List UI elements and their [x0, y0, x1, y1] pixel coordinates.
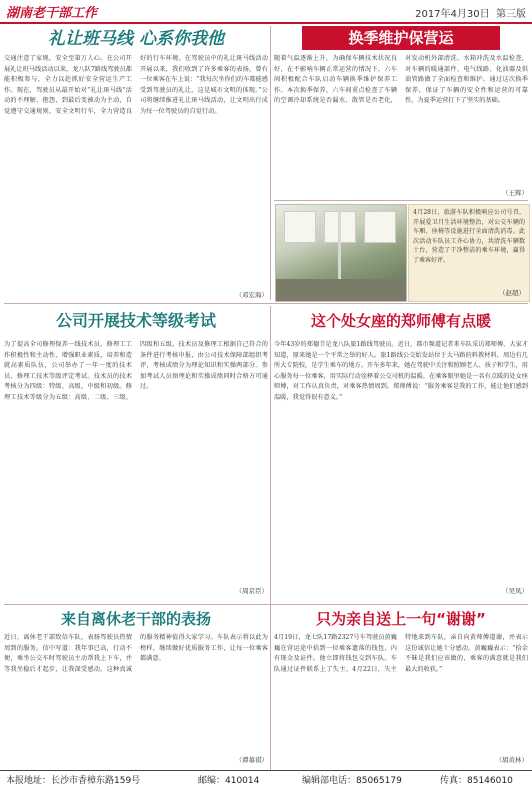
- column-divider: [270, 26, 271, 300]
- article-title: 礼让班马线 心系你我他: [48, 29, 224, 49]
- issue-date-page: [415, 5, 526, 20]
- article-body: 4月19日，龙七队17路2327号车驾驶员黄巍巍在营运途中拾到一位乘客遗落的钱包，内有现金及证件。他立即将钱包交到车队。车队通过证件联系上了失主。4月22日，失主特地来到车队，亲自向黄师傅道谢，并表示这份诚信让她十分感动。黄巍巍表示：“拾金不昧是我们应该做的，乘客的满意就是我们最大的收获。”: [274, 634, 528, 673]
- footer-phone: 编辑部电话：85065179: [302, 776, 402, 786]
- article-title: 公司开展技术等级考试: [55, 311, 216, 330]
- article-body: 为了提高全司修理保养一线技术员、修理工工作积极性和主动性，增强职业素质，培养和造就高素质队伍，公司举办了一年一度的技术员、修理工技术等级评定考试。技术员的技术考核分为四级：特级、高级、中级和初级。修理工技术等级分为五级：高级、二级、三级、四级和五级。技术员及修理工根据自己符合的条件进行考核申报，由公司技术保障部组织考评，考核成绩分为理论知识和实操两部分。参加考试人员须理论和实操成绩同时合格方可通过。: [4, 341, 268, 401]
- article-title: 来自离休老干部的表扬: [60, 610, 211, 628]
- photo-author: （赵超）: [499, 289, 525, 297]
- header-rule: [0, 22, 532, 24]
- article-body: 随着气温逐渐上升，为确保车辆技术状况良好，在不影响车辆正常运营的情况下，六车间积极配合车队启动车辆换季维护保养工作。本次换季保养，六车间重点检查了车辆的空调冷却系统是否漏水、散管是否老化，对发动机外部清洗、水箱冲洗及水温检查，对车辆的暖通部件、电气线路、化油器及供油管路做了全面检查和维护。通过这次换季保养，保证了车辆的安全性和运营的可靠性，为夏季运营打下了坚实的基础。: [274, 55, 528, 104]
- footer-postcode: 邮编：410014: [198, 776, 260, 786]
- article-seasonal-maintenance: [274, 26, 528, 198]
- bus-interior-photo: [275, 204, 407, 302]
- bus-floor: [276, 279, 406, 301]
- row-divider: [4, 303, 528, 304]
- article-title: 只为亲自送上一句“谢谢”: [316, 610, 486, 628]
- footer-fax: 传真：85146010: [440, 776, 513, 786]
- article-title: 换季维护保营运: [302, 26, 500, 50]
- photo-caption: 4月28日，旅游车队积极响应公司号召，开展爱卫月生活环境整治，对公交车辆的车厢、座椅等设施进行全面清洗消毒。此次活动车队员工齐心协力，共清洗车辆数十台，营造了干净整洁的乘车环境，赢得了乘客好评。: [413, 209, 525, 264]
- footer-address: 本报地址：长沙市香樟东路159号: [6, 776, 141, 786]
- article-body: 今年43岁的郑德节是龙八队旅1路线驾驶员。近日，都市频道记者来车队采访郑师傅，大家才知道，原来她是一个平常之举的好人。旅1路线公交始发站位于大马路的料教材料，周边有几所大专院校，是学生乘车的地方。开车多年来，她在驾驶中关注和照顾老人、孩子和学生，用心服务每一位乘客，用实际行动诠释着公交司机的温暖。在乘客眼里她是一名有点暖的处女座师傅，对工作认真负责，对乘客热情周到。郑师傅说：“服务乘客是我的工作，能让他们感到温暖，我觉得很有意义。”: [274, 341, 528, 401]
- article-author: （周京臣）: [235, 587, 268, 595]
- article-skill-exam: [4, 306, 268, 602]
- bus-window: [364, 211, 396, 243]
- masthead-logo: 湖南老干部工作: [6, 6, 98, 21]
- article-warm-driver: [274, 306, 528, 602]
- article-thank-you: [274, 607, 528, 767]
- page-footer: [0, 770, 532, 787]
- article-title: 这个处女座的郑师傅有点暖: [310, 312, 491, 330]
- row-divider: [274, 200, 528, 201]
- column-divider: [270, 306, 271, 770]
- bus-window: [284, 211, 316, 243]
- article-author: （王辉）: [502, 189, 528, 197]
- article-author: （谭慕祺）: [235, 756, 268, 764]
- article-author: （吴凤）: [502, 587, 528, 595]
- row-divider: [4, 604, 528, 605]
- photo-caption-box: [408, 204, 530, 302]
- article-zebra-crossing: [4, 26, 268, 302]
- article-author: （邓宏海）: [235, 291, 268, 299]
- article-retiree-praise: [4, 607, 268, 767]
- article-body: 交通注意了家规，安全至第万人心。在公司开展礼让班马线活动以来，龙八队7路线驾驶员都能积极参与，全力以赴抓好安全营运生产工作。现在，驾驶员从最开始对“礼让斑马线”活动的不理解、抱怨，到最后变被动为主动，自觉遵守交通规则，安全文明行车，全力营造良好的行车环境。在驾驶员中的礼让斑马线活动开展以来，我们收到了许多乘客的表扬，曾有一位乘客在车上说：“我每次坐你们的车都能感受到驾驶员的礼让，这是城市文明的体现。”公司将继续推进礼让斑马线活动，让文明出行成为每一位驾驶员的自觉行动。: [4, 55, 268, 115]
- article-author: （胡黄林）: [495, 756, 528, 764]
- issue-date: 2017年4月30日: [415, 9, 490, 20]
- page-header: [0, 0, 532, 24]
- article-body: 近日，离休老干部致信车队，表扬驾驶员热情周到的服务。信中写道：我年事已高，行动不便，乘坐公交车时驾驶员主动帮我上下车，并等我坐稳后才起步，让我深受感动。这种真诚的服务精神值得大家学习。车队表示将以此为榜样，继续做好优质服务工作，让每一位乘客都满意。: [4, 634, 268, 673]
- page-number: 第三版: [496, 9, 526, 20]
